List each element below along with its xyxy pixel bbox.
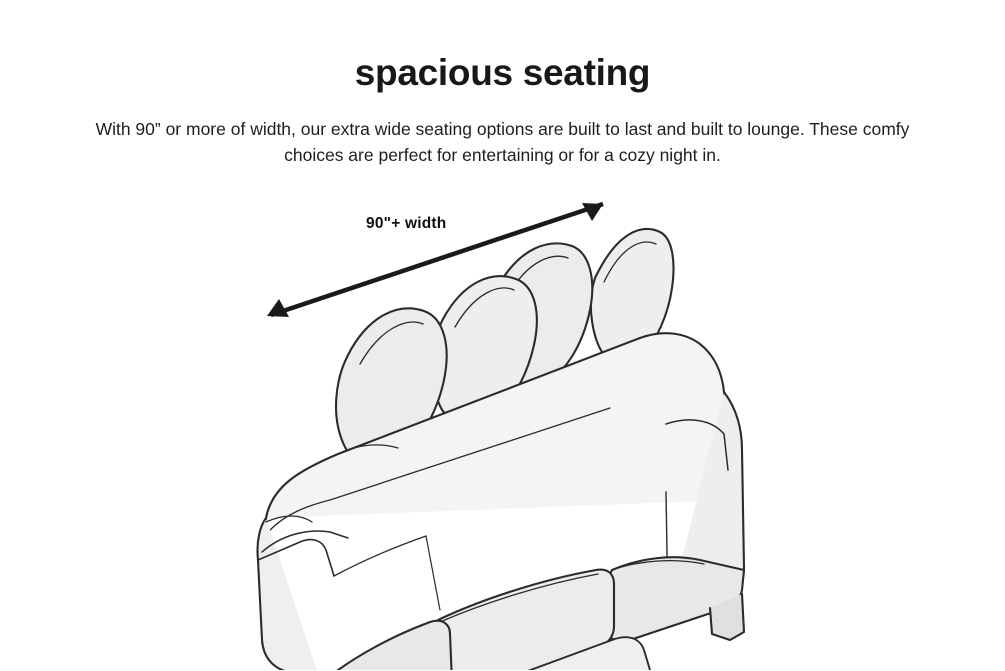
sofa-illustration — [0, 170, 1005, 670]
description-text: With 90” or more of width, our extra wide seating options are built to last and built to lounge. These comfy choices are perfect for entertaining or for a cozy night in. — [95, 119, 910, 165]
sofa-line-drawing — [0, 170, 1005, 670]
dimension-label: 90"+ width — [366, 215, 447, 232]
page-title: spacious seating — [354, 52, 651, 93]
